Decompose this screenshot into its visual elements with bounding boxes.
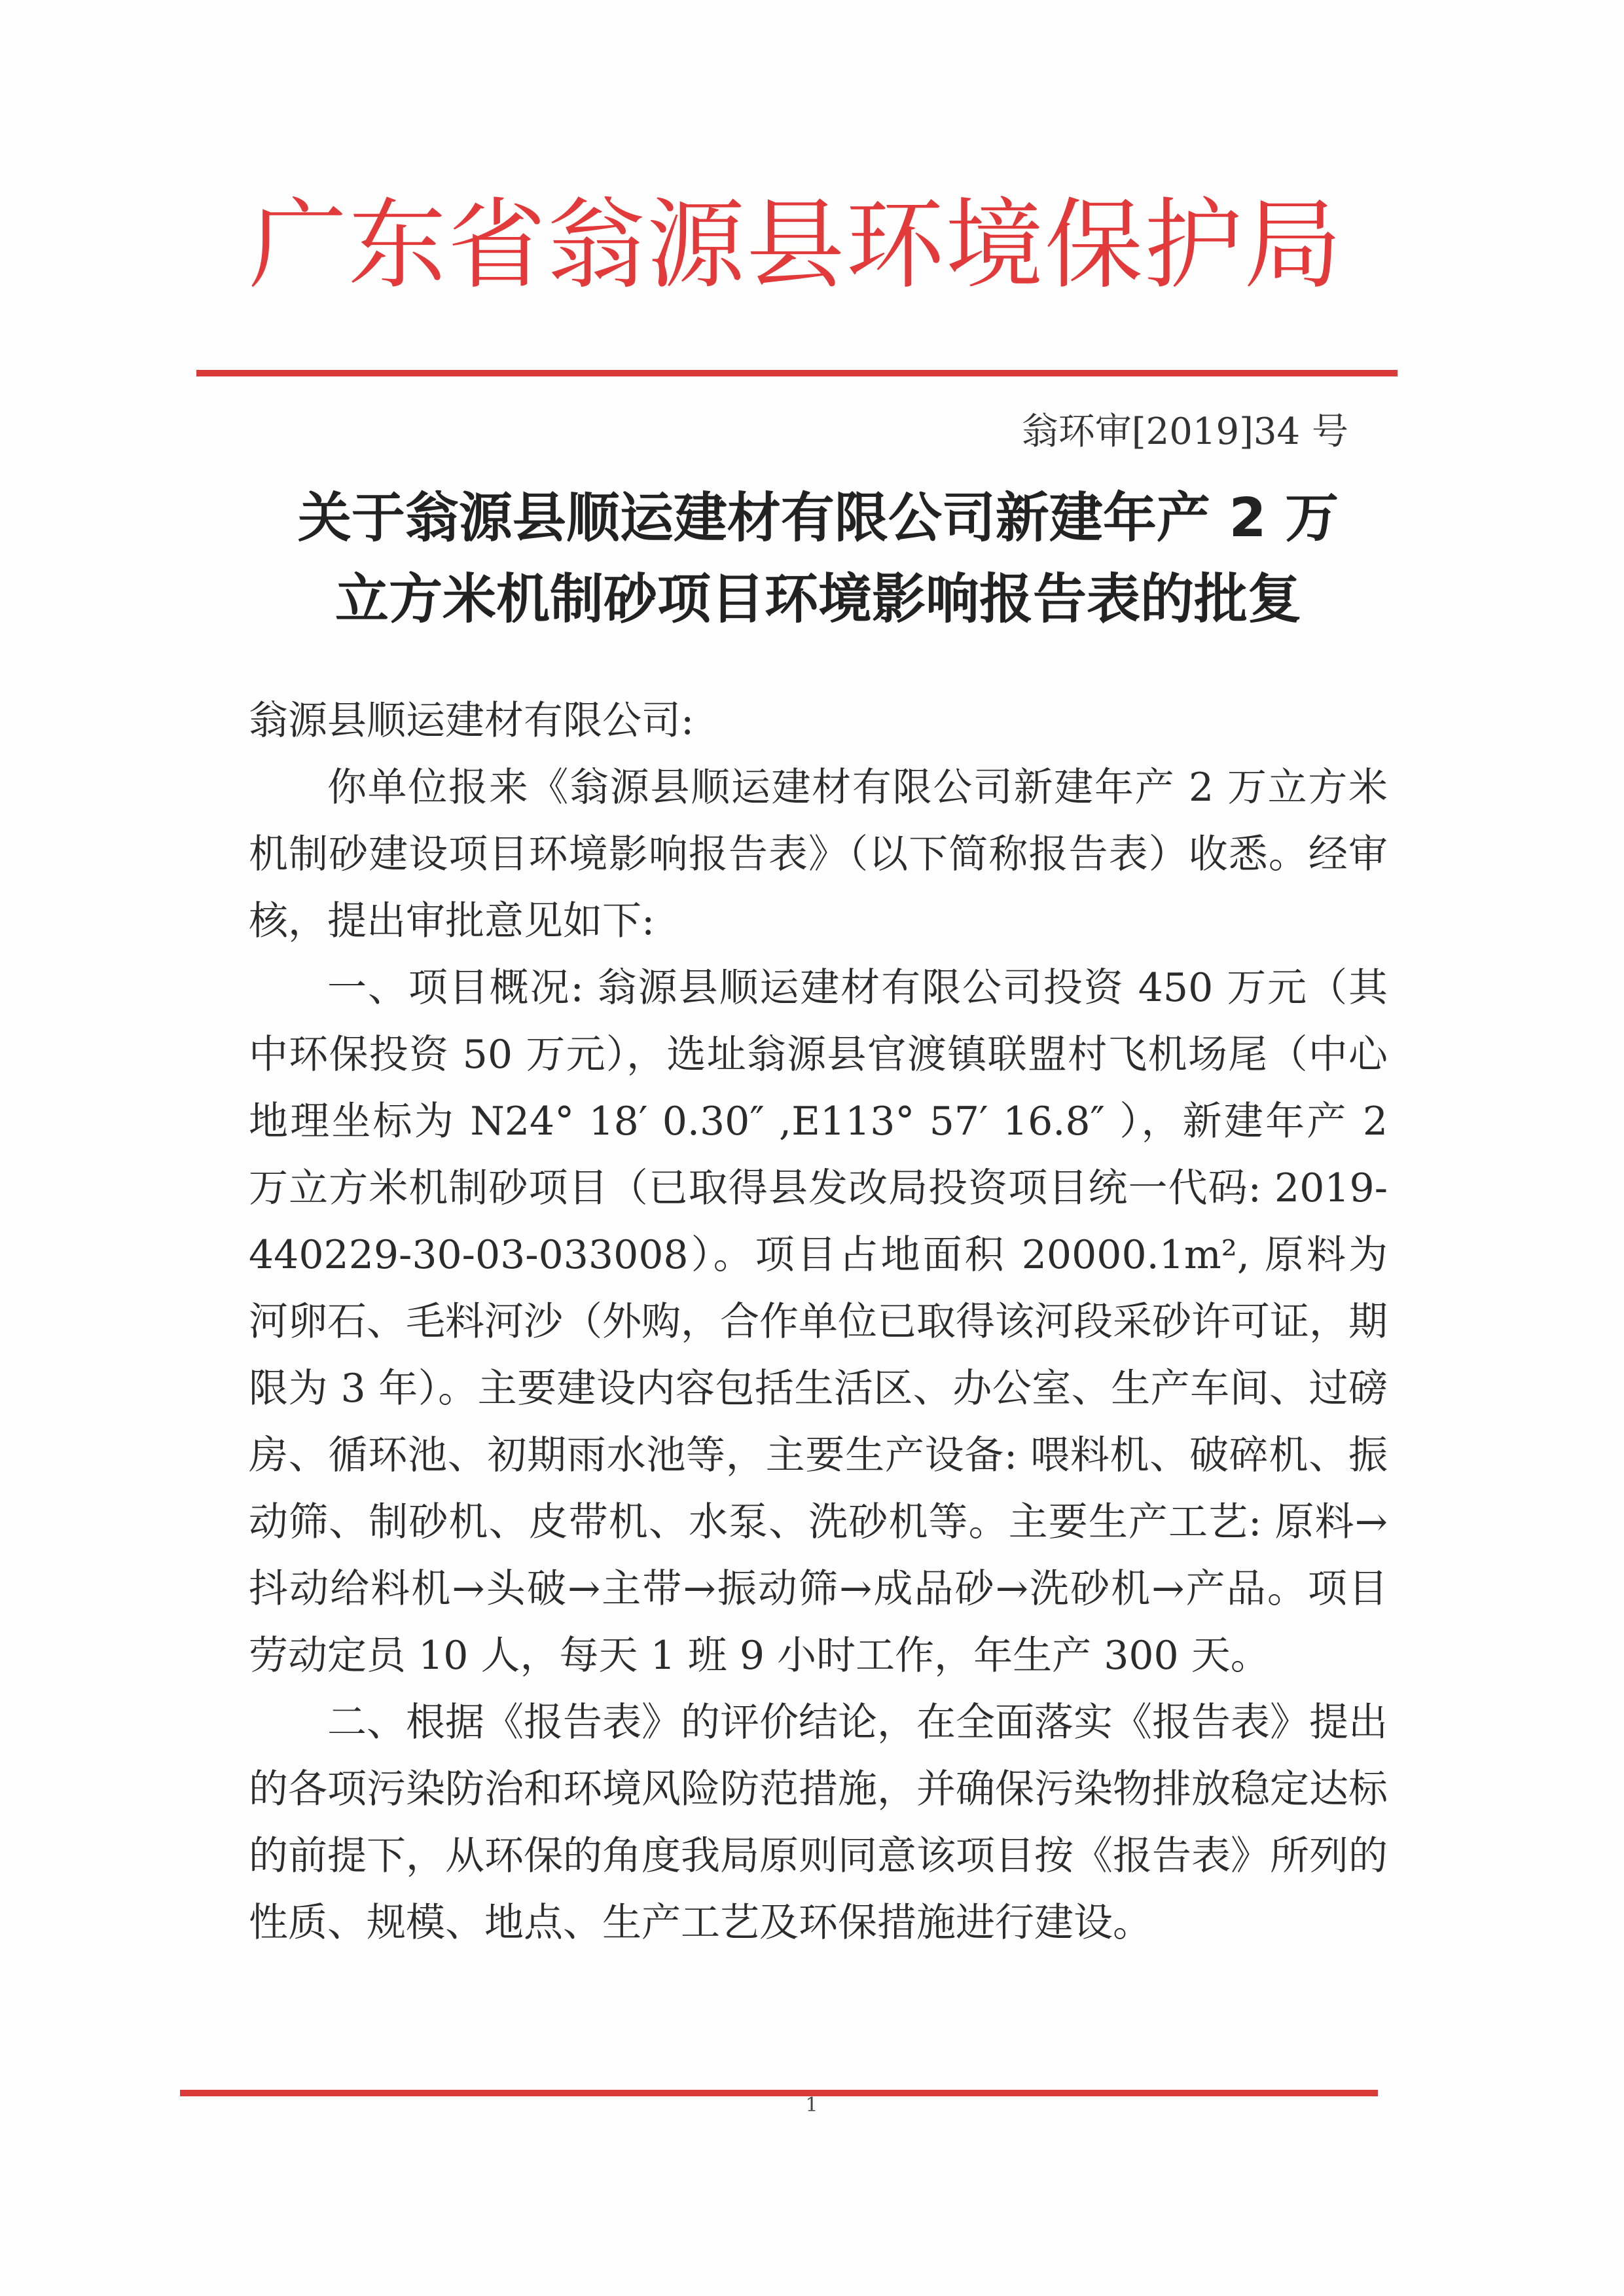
document-number: 翁环审[2019]34 号 xyxy=(1021,410,1348,453)
document-title xyxy=(249,478,1388,640)
page-number: 1 xyxy=(805,2094,818,2117)
footer-divider-rule xyxy=(180,2090,1378,2096)
agency-header-title: 广东省翁源县环境保护局 xyxy=(249,189,1344,302)
document-body xyxy=(249,687,1388,1956)
body-paragraph-intro: 你单位报来《翁源县顺运建材有限公司新建年产 2 万立方米机制砂建设项目环境影响报告表》（以下简称报告表）收悉。经审核，提出审批意见如下: xyxy=(249,765,1388,944)
header-divider-rule xyxy=(196,370,1398,376)
body-paragraph-project-overview: 一、项目概况: 翁源县顺运建材有限公司投资 450 万元（其中环保投资 50 万元），选址翁源县官渡镇联盟村飞机场尾（中心地理坐标为 N24° 18′ 0.30″ ,E113° 57′ 16.8″ ），新建年产 2 万立方米机制砂项目（已取得县发改局投资项目统一代码: 2019-440229-30-03-033008）。项目占地面积 20000.1m², 原料为河卵石、毛料河沙（外购，合作单位已取得该河段采砂许可证，期限为 3 年）。主要建设内容包括生活区、办公室、生产车间、过磅房、循环池、初期雨水池等，主要生产设备: 喂料机、破碎机、振动筛、制砂机、皮带机、水泵、洗砂机等。主要生产工艺: 原料→抖动给料机→头破→主带→振动筛→成品砂→洗砂机→产品。项目劳动定员 10 人，每天 1 班 9 小时工作，年生产 300 天。 xyxy=(249,965,1388,1679)
document-title-line-2: 立方米机制砂项目环境影响报告表的批复 xyxy=(334,568,1301,630)
addressee: 翁源县顺运建材有限公司: xyxy=(249,698,695,744)
body-paragraph-approval-opinion: 二、根据《报告表》的评价结论，在全面落实《报告表》提出的各项污染防治和环境风险防范措施，并确保污染物排放稳定达标的前提下，从环保的角度我局原则同意该项目按《报告表》所列的性质、规模、地点、生产工艺及环保措施进行建设。 xyxy=(249,1700,1388,1946)
document-title-line-1: 关于翁源县顺运建材有限公司新建年产 2 万 xyxy=(297,487,1339,549)
